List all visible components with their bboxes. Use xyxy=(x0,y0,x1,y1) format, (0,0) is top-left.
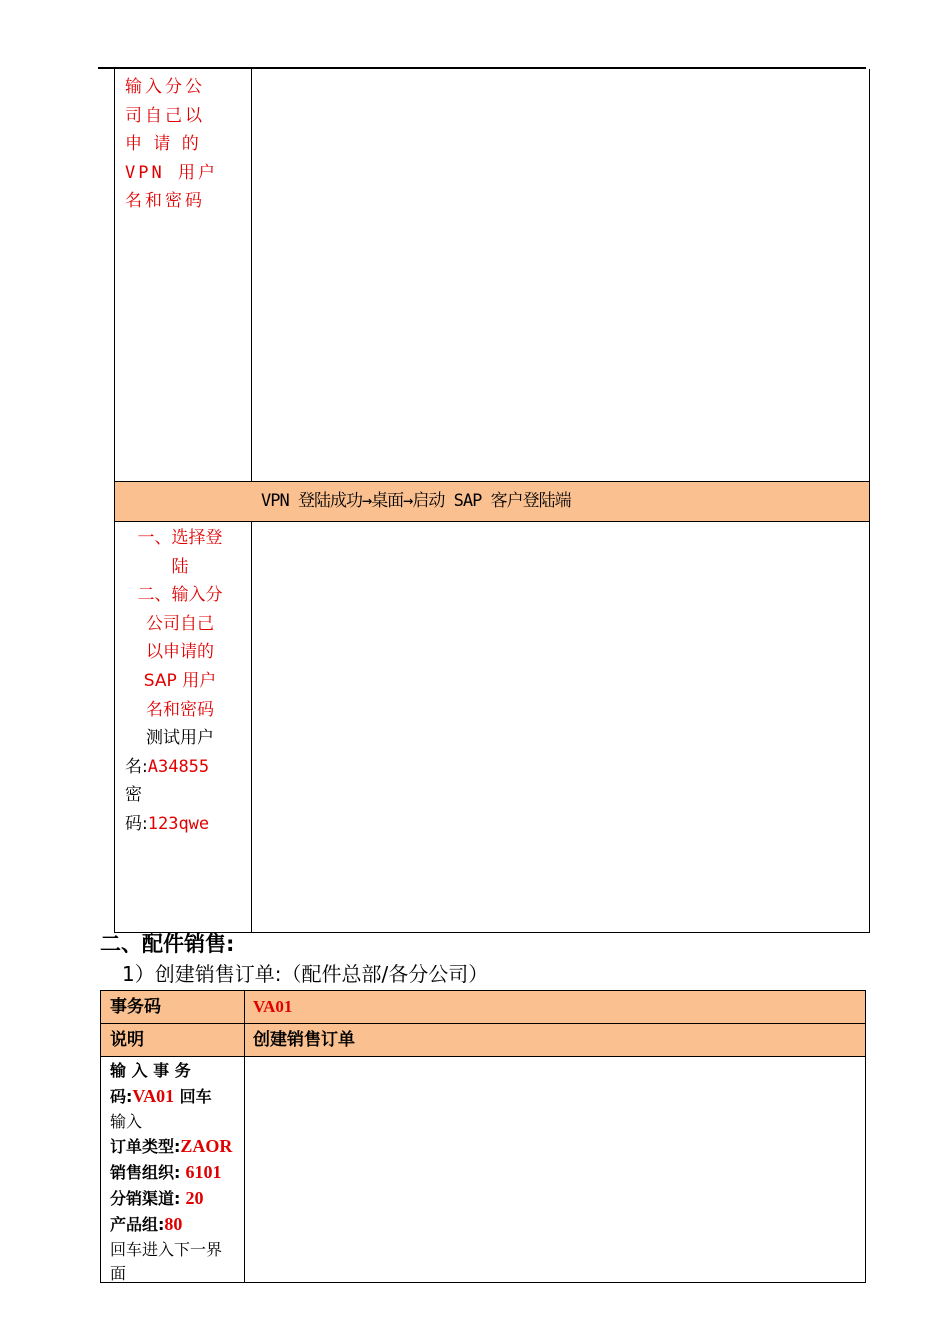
test-user-label: 测试用户 xyxy=(146,728,214,749)
instruction-line: SAP 用户 xyxy=(143,670,217,691)
step-line: 输 入 事 务 xyxy=(110,1061,191,1080)
instruction-line: VPN 用户 xyxy=(125,162,218,183)
description-row xyxy=(101,1024,865,1057)
column-divider xyxy=(244,991,245,1282)
instruction-line: 司自己以 xyxy=(125,105,205,126)
sales-org-value: 6101 xyxy=(185,1162,222,1183)
test-user-value: A34855 xyxy=(147,756,210,777)
step-suffix: 回车 xyxy=(174,1086,212,1106)
step-line: 面 xyxy=(110,1264,127,1284)
instruction-line: 申 请 的 xyxy=(125,134,202,155)
test-user-line xyxy=(125,753,235,782)
password-label: 密 xyxy=(125,785,142,806)
instruction-line: 公司自己 xyxy=(146,613,214,634)
sales-order-steps-cell xyxy=(110,1059,240,1287)
vpn-instruction-cell xyxy=(125,73,221,216)
password-label-suffix: 码: xyxy=(125,813,148,834)
transaction-code-value: VA01 xyxy=(253,997,293,1016)
order-type-value: ZAOR xyxy=(180,1136,233,1157)
step-line xyxy=(110,1160,240,1186)
instruction-line: 陆 xyxy=(171,556,189,577)
transaction-code-label: 事务码 xyxy=(110,997,161,1017)
section-subtitle: 1）创建销售订单:（配件总部/各分公司） xyxy=(122,962,489,986)
test-user-label-suffix: 名: xyxy=(125,756,148,777)
step-prefix: 码: xyxy=(110,1086,133,1106)
sales-order-table xyxy=(100,990,866,1283)
instruction-line: 输入分公 xyxy=(125,77,205,97)
password-value: 123qwe xyxy=(147,813,210,834)
division-value: 80 xyxy=(164,1213,183,1234)
step-line xyxy=(110,1186,240,1212)
password-line xyxy=(125,810,235,839)
channel-value: 20 xyxy=(185,1187,204,1208)
step-line xyxy=(110,1134,240,1160)
sap-login-instruction-cell xyxy=(125,524,235,839)
vpn-success-text: VPN 登陆成功→桌面→启动 SAP 客户登陆端 xyxy=(261,491,571,511)
instruction-line: 名和密码 xyxy=(125,191,205,212)
vpn-success-row xyxy=(115,481,869,522)
transaction-code-row xyxy=(101,991,865,1024)
division-label: 产品组: xyxy=(110,1214,165,1234)
step-line: 输入 xyxy=(110,1111,143,1131)
instruction-line: 名和密码 xyxy=(146,699,214,720)
description-label: 说明 xyxy=(110,1030,144,1050)
instruction-line: 二、输入分 xyxy=(137,585,223,606)
step-line xyxy=(110,1212,240,1238)
vpn-login-table xyxy=(114,69,870,933)
channel-label: 分销渠道: xyxy=(110,1188,181,1208)
sales-org-label: 销售组织: xyxy=(110,1163,181,1183)
step-code: VA01 xyxy=(132,1085,175,1106)
section-title: 二、配件销售: xyxy=(100,932,235,956)
step-line xyxy=(110,1084,240,1110)
instruction-line: 以申请的 xyxy=(146,642,214,663)
step-line: 回车进入下一界 xyxy=(110,1239,223,1259)
order-type-label: 订单类型: xyxy=(110,1137,181,1157)
instruction-line: 一、选择登 xyxy=(137,528,223,548)
description-value: 创建销售订单 xyxy=(253,1030,355,1050)
